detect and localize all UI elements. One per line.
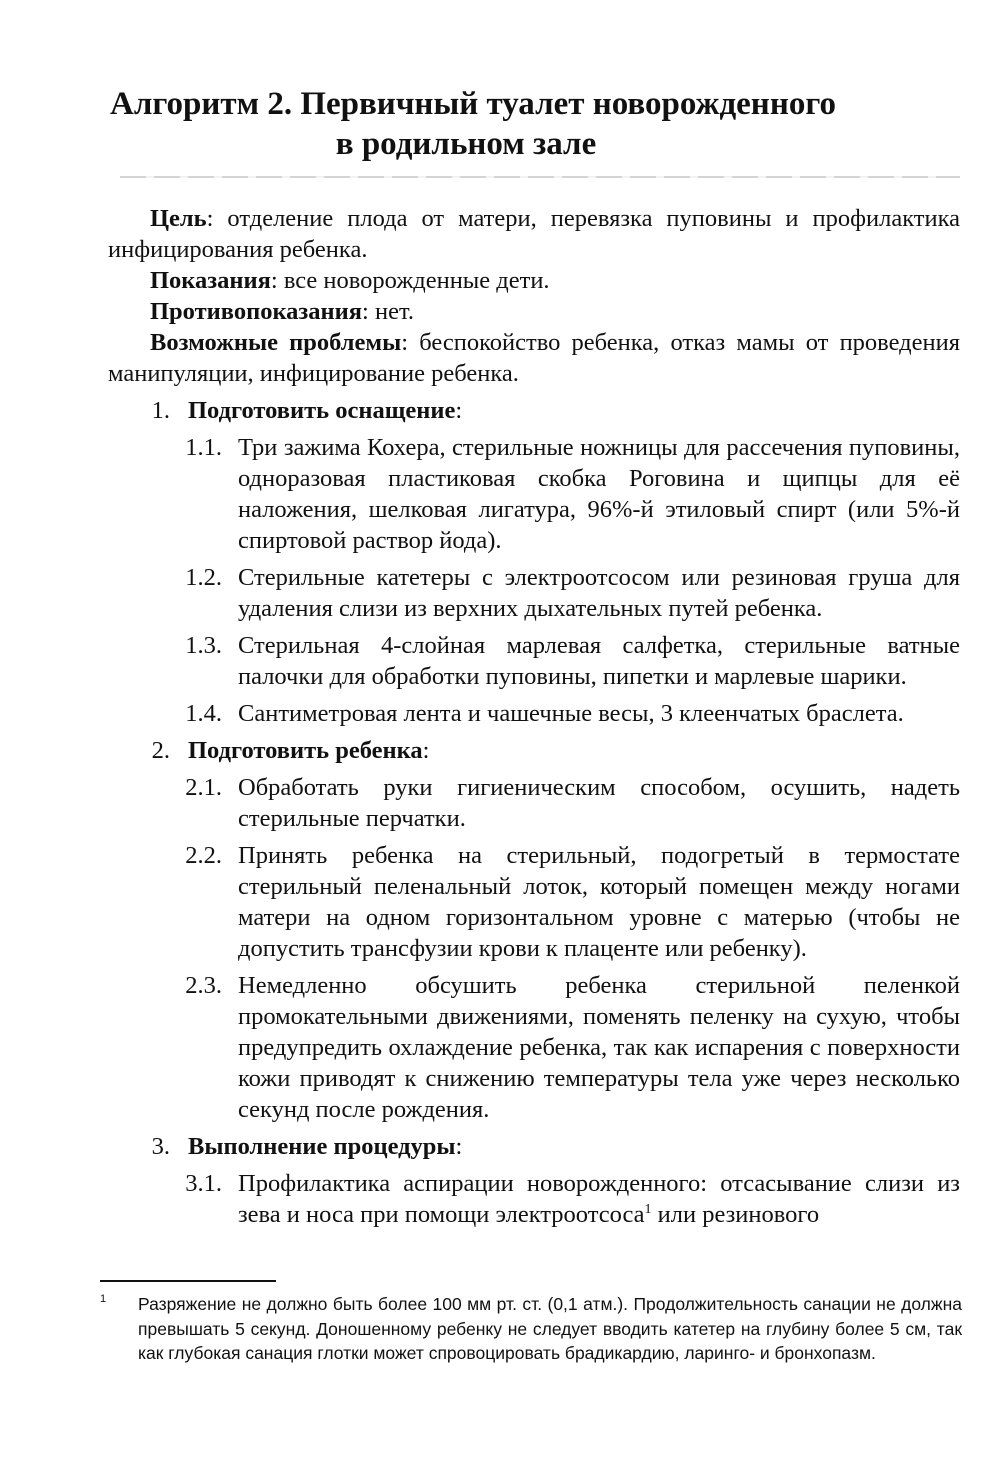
- footnote-reference: 1: [644, 1201, 652, 1217]
- section-2-heading: [108, 735, 960, 766]
- intro-problems-label: Возможные проблемы: [150, 329, 402, 356]
- footnote-text: Разряжение не должно быть более 100 мм рт. ст. (0,1 атм.). Продолжительность санации не должна превышать 5 секунд. Доношенному ребенку не следует вводить катетер на глубину более 5 см, так как глубокая санация глотки может спровоцировать брадикардию, ларинго- и бронхопазм.: [138, 1294, 962, 1363]
- item-number: 1.2.: [185, 564, 222, 591]
- intro-contraindications-label: Противопоказания: [150, 298, 363, 325]
- item-number: 2.3.: [185, 972, 222, 999]
- intro-indications: [108, 265, 960, 296]
- intro-contraindications-text: : нет.: [362, 298, 414, 325]
- item-text: [238, 1168, 960, 1230]
- list-item: [108, 630, 960, 692]
- section-1-heading: [108, 395, 960, 426]
- item-text: Сантиметровая лента и чашечные весы, 3 клеенчатых браслета.: [238, 700, 904, 727]
- list-item: [108, 772, 960, 834]
- item-text-part-2: или резинового: [651, 1201, 820, 1228]
- section-number: 3.: [151, 1133, 170, 1160]
- title-divider: [120, 176, 960, 178]
- section-number: 2.: [151, 737, 170, 764]
- section-title: Подготовить ребенка: [188, 737, 423, 764]
- item-text: Принять ребенка на стерильный, подогретый в термостате стерильный пеленальный лоток, который помещен между ногами матери на одном горизонтальном уровне с матерью (чтобы не допустить трансфузии крови к плаценте или ребенку).: [238, 842, 960, 962]
- intro-goal-text: : отделение плода от матери, перевязка пуповины и профилактика инфицирования ребенка.: [108, 205, 960, 263]
- section-colon: :: [455, 1133, 463, 1160]
- page-title-line-1: Алгоритм 2. Первичный туалет новорожденного: [110, 86, 836, 122]
- section-colon: :: [455, 397, 463, 424]
- list-item: [108, 840, 960, 964]
- intro-indications-label: Показания: [150, 267, 271, 294]
- intro-indications-text: : все новорожденные дети.: [270, 267, 550, 294]
- item-text: Стерильная 4-слойная марлевая салфетка, стерильные ватные палочки для обработки пуповины, пипетки и марлевые шарики.: [238, 632, 960, 690]
- intro-problems-text: : беспокойство ребенка, отказ мамы от проведения манипуляции, инфицирование ребенка.: [108, 329, 960, 387]
- footnote-divider: [100, 1280, 276, 1282]
- page-title-line-2: в родильном зале: [335, 126, 597, 162]
- item-number: 1.4.: [185, 700, 222, 727]
- intro-problems: [108, 327, 960, 389]
- intro-goal-label: Цель: [150, 205, 207, 232]
- section-title: Выполнение процедуры: [188, 1133, 456, 1160]
- footnote: [100, 1292, 962, 1366]
- item-number: 2.2.: [185, 842, 222, 869]
- document-body: [108, 203, 960, 1230]
- item-number: 2.1.: [185, 774, 222, 801]
- intro-goal: [108, 203, 960, 265]
- list-item: [108, 432, 960, 556]
- item-text-part-1: Профилактика аспирации новорожденного: отсасывание слизи из зева и носа при помощи электроотсоса: [238, 1170, 960, 1228]
- list-item: [108, 970, 960, 1125]
- list-item: [108, 698, 960, 729]
- list-item: [108, 562, 960, 624]
- section-3-heading: [108, 1131, 960, 1162]
- item-text: Три зажима Кохера, стерильные ножницы для рассечения пуповины, одноразовая пластиковая скобка Роговина и щипцы для её наложения, шелковая лигатура, 96%-й этиловый спирт (или 5%-й спиртовой раствор йода).: [238, 434, 960, 554]
- item-text: Обработать руки гигиеническим способом, осушить, надеть стерильные перчатки.: [238, 774, 960, 832]
- item-text: Немедленно обсушить ребенка стерильной пеленкой промокательными движениями, поменять пеленку на сухую, чтобы предупредить охлаждение ребенка, так как испарения с поверхности кожи приводят к снижению температуры тела уже через несколько секунд после рождения.: [238, 972, 960, 1123]
- section-number: 1.: [151, 397, 170, 424]
- intro-contraindications: [108, 296, 960, 327]
- item-number: 1.3.: [185, 632, 222, 659]
- item-number: 1.1.: [185, 434, 222, 461]
- item-text: Стерильные катетеры с электроотсосом или резиновая груша для удаления слизи из верхних дыхательных путей ребенка.: [238, 564, 960, 622]
- section-title: Подготовить оснащение: [188, 397, 456, 424]
- section-colon: :: [422, 737, 430, 764]
- footnote-mark: 1: [100, 1293, 107, 1305]
- list-item: [108, 1168, 960, 1230]
- item-number: 3.1.: [185, 1170, 222, 1197]
